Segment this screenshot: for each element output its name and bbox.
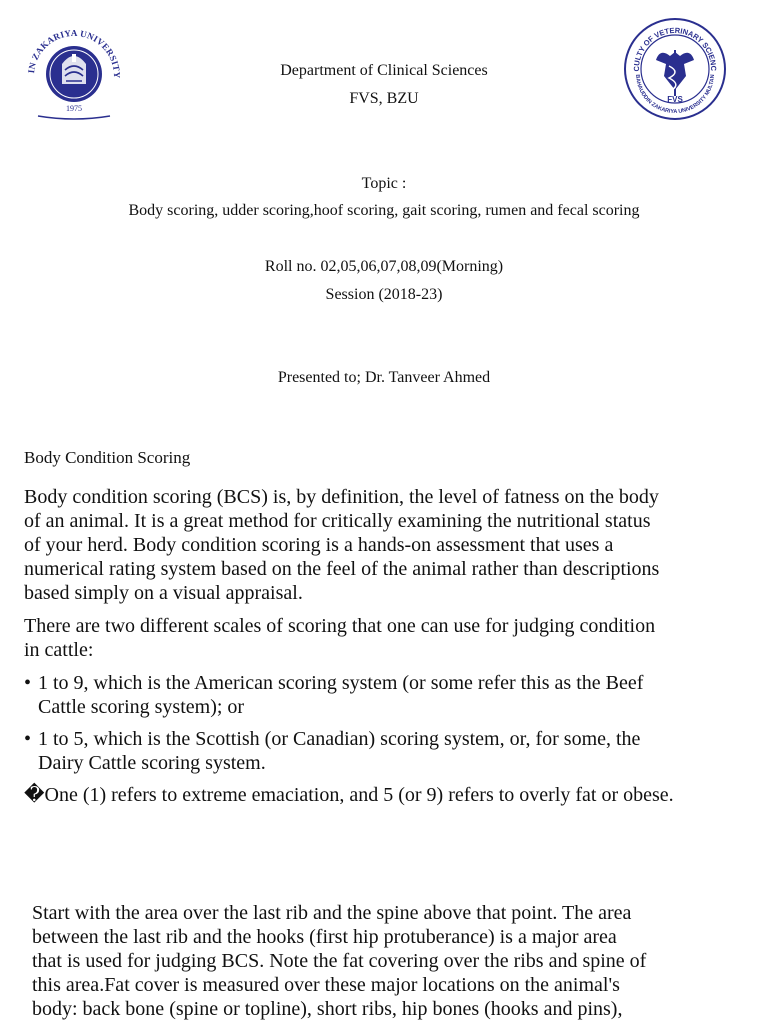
list-item (24, 671, 744, 719)
text-line: body: back bone (spine or topline), short ribs, hip bones (hooks and pins), (32, 998, 623, 1020)
text-line: Cattle scoring system); or (38, 696, 245, 718)
topic-title: Body scoring, udder scoring,hoof scoring, gait scoring, rumen and fecal scoring (128, 202, 640, 219)
faculty-name: FVS, BZU (349, 90, 419, 107)
svg-text:BAHAUDDIN ZAKARIYA UNIVERSITY: IN ZAKARIYA UNIVERSITY (26, 27, 123, 79)
text-line: Body condition scoring (BCS) is, by definition, the level of fatness on the body (24, 486, 659, 508)
text-line: numerical rating system based on the feel of the animal rather than descriptions (24, 558, 660, 580)
text-line: this area.Fat cover is measured over these major locations on the animal's (32, 974, 620, 996)
paragraph-definition (24, 485, 659, 605)
paragraph-procedure (32, 901, 646, 1021)
session: Session (2018-23) (325, 286, 443, 303)
svg-text:FVS: FVS (667, 95, 683, 104)
text-line: based simply on a visual appraisal. (24, 582, 303, 604)
list-item (24, 727, 744, 775)
bullet-icon: • (24, 728, 32, 750)
text-line: 1 to 9, which is the American scoring system (or some refer this as the Beef (38, 672, 644, 694)
paragraph-scales (24, 614, 655, 662)
text-line: There are two different scales of scoring that one can use for judging condition (24, 615, 656, 637)
text-line: that is used for judging BCS. Note the fat covering over the ribs and spine of (32, 950, 647, 972)
svg-text:BAHAUDDIN ZAKARIYA UNIVERSITY: BAHAUDDIN ZAKARIYA UNIVERSITY MULTAN (633, 74, 717, 116)
roll-numbers: Roll no. 02,05,06,07,08,09(Morning) (264, 258, 504, 275)
text-line: Dairy Cattle scoring system. (38, 752, 266, 774)
bullet-icon: • (24, 672, 32, 694)
text-line: in cattle: (24, 639, 94, 661)
text-line: 1 to 5, which is the Scottish (or Canadian) scoring system, or, for some, the (38, 728, 641, 750)
department-name: Department of Clinical Sciences (280, 62, 488, 79)
text-line: of your herd. Body condition scoring is a hands-on assessment that uses a (24, 534, 614, 556)
svg-text:FACULTY OF VETERINARY SCIENCES: CULTY OF VETERINARY SCIENC (631, 25, 719, 72)
topic-label: Topic : (361, 175, 407, 192)
scale-note: �One (1) refers to extreme emaciation, and 5 (or 9) refers to overly fat or obese. (24, 784, 674, 806)
svg-text:1975: 1975 (66, 104, 82, 113)
text-line: between the last rib and the hooks (first hip protuberance) is a major area (32, 926, 617, 948)
section-heading: Body Condition Scoring (24, 448, 191, 467)
text-line: of an animal. It is a great method for critically examining the nutritional status (24, 510, 651, 532)
presented-to: Presented to; Dr. Tanveer Ahmed (277, 369, 491, 386)
text-line: Start with the area over the last rib and the spine above that point. The area (32, 902, 632, 924)
